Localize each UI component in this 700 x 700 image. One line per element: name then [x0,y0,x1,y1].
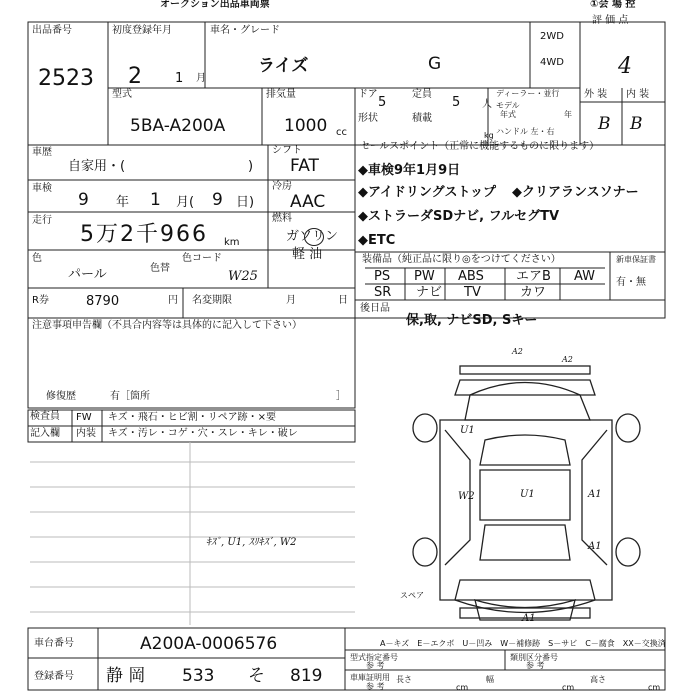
mileage-value: 5万2千966 [80,222,208,247]
mark-front-a2: A2 [512,347,523,356]
plate-pref: 静 岡 [106,666,146,686]
lot-number: 2523 [38,66,94,91]
warranty-label: 新車保証書 [616,255,656,264]
spare-label: スペア [400,591,424,600]
inspector-label-1: 検査員 [30,411,60,422]
first-reg-month-unit: 月 [196,73,206,84]
model-code-label: 型式 [112,89,132,100]
mileage-unit: km [224,237,240,248]
model-year-label2: 年式 [500,110,516,119]
exterior-grade: B [598,114,611,134]
warranty-value: 有・無 [616,277,646,288]
inspection-month: 1 [150,190,161,210]
equip-aw: AW [574,269,596,284]
recycle-label: R券 [32,295,49,306]
category-label: 類別区分番号 [510,653,558,662]
capacity-unit: 人 [482,99,492,110]
sales-point-3: ◆クリアランスソナー [512,185,639,200]
displacement-label: 排気量 [266,89,296,100]
first-reg-month: 1 [175,71,184,86]
plate-number: 819 [290,666,323,686]
sales-point-4: ◆ストラーダSDナビ, フルセグTV [358,209,560,224]
width-unit: cm [562,683,575,692]
color-code: W25 [228,269,258,284]
inspector-int: 内装 [76,428,96,439]
first-reg-year: 2 [128,64,142,89]
inspector-fw: FW [76,412,92,423]
length-unit: cm [456,683,469,692]
name-change-day: 日 [338,295,348,306]
garage-cert-ref: 参 考 [366,682,385,691]
fuel-gasoline: ガソリン [286,229,339,244]
sales-point-2: ◆アイドリングストップ [358,185,497,200]
model-code: 5BA-A200A [130,116,226,136]
recycle-value: 8790 [86,294,120,309]
chassis-number: A200A-0006576 [140,634,278,654]
inspector-int-text: キズ・汚レ・コゲ・穴・スレ・キレ・破レ [108,428,298,439]
name-change-label: 名変期限 [192,295,232,306]
lot-label: 出品番号 [32,25,72,36]
mark-left-u1: U1 [460,425,475,436]
mileage-label: 走行 [32,215,52,226]
mark-left-w2: W2 [458,491,475,502]
color-change-label: 色替 [150,263,170,274]
height-unit: cm [648,683,661,692]
damage-legend: A－キズ E－エクボ U－凹み W－補修跡 S－サビ C－腐食 XX－交換済 [380,639,666,648]
inspection-label: 車検 [32,183,52,194]
inspection-year: 9 [78,190,89,210]
color-code-label: 色コード [182,253,222,264]
doors-value: 5 [378,95,387,110]
equip-airbag: エアB [516,269,551,284]
equipment-label: 装備品（純正品に限り◎をつけてください） [362,254,561,265]
car-name-label: 車名・グレード [210,25,280,36]
mark-front-a2b: A2 [562,355,573,364]
repair-value: 有［箇所 [110,391,150,402]
car-model: ライズ [258,56,309,76]
mark-roof-u1: U1 [520,489,535,500]
category-ref: 参 考 [526,661,545,670]
dealer-label: ディーラー・並行 [496,89,560,98]
notes-label: 注意事項申告欄（不具合内容等は具体的に記入して下さい） [32,320,302,331]
name-change-month: 月 [286,295,296,306]
history-close: ) [248,159,254,174]
plate-label: 登録番号 [34,671,74,682]
fuel-label: 燃料 [272,213,292,224]
equip-abs: ABS [458,269,484,284]
shift-label: シフト [272,145,302,156]
spec-number-label: 型式指定番号 [350,653,398,662]
model-year-unit: 年 [564,110,572,119]
fuel-diesel: 軽 油 [292,247,323,262]
mark-right-a1b: A1 [588,541,602,552]
sales-point-1: ◆車検9年1月9日 [358,163,461,178]
mark-rear-a1: A1 [522,613,536,624]
inspection-month-unit: 月( [176,195,195,210]
color-label: 色 [32,253,42,264]
inspector-handnote: ｷｽﾞ, U1, ｽﾘｷｽﾞ, W2 [206,537,297,548]
mark-right-a1: A1 [588,489,602,500]
height-label: 高さ [590,675,606,684]
capacity-label: 定員 [412,89,432,100]
plate-kana: そ [248,666,265,686]
rating-label: 評 価 点 [592,15,629,26]
load-unit: kg [484,131,494,140]
garage-cert-label: 車庫証明用 [350,673,390,682]
inspector-label-2: 記入欄 [30,428,60,439]
sales-label: セールスポイント（正常に機能するものに限ります） [360,141,600,152]
inspector-fw-text: キズ・飛石・ヒビ割・リペア跡・×要 [108,412,276,423]
rear-items-value: 保,取, ナビSD, Sキー [406,313,538,328]
inspection-day-unit: 日) [236,195,255,210]
doors-label: ドア [358,89,378,100]
displacement-unit: cc [336,127,347,138]
displacement-value: 1000 [284,116,328,136]
aircon-value: AAC [290,192,326,212]
load-label: 積載 [412,113,432,124]
drive-4wd: 4WD [540,57,564,68]
width-label: 幅 [486,675,494,684]
history-label: 車歴 [32,147,52,158]
drive-2wd: 2WD [540,31,564,42]
equip-leather: カワ [520,285,547,300]
sales-point-5: ◆ETC [358,233,396,248]
interior-label: 内 装 [626,89,650,100]
history-value: 自家用・( [68,159,126,174]
equip-pw: PW [414,269,435,284]
rear-items-label: 後日品 [360,303,390,314]
spec-ref: 参 考 [366,661,385,670]
shift-value: FAT [290,156,319,176]
rating-score: 4 [618,54,632,79]
equip-navi: ナビ [416,285,443,300]
form-title: オークション出品車両票 [160,0,270,10]
repair-label: 修復歴 [46,391,76,402]
equip-ps: PS [374,269,391,284]
length-label: 長さ [396,675,412,684]
fuel-circle [304,228,324,246]
handle-label: ハンドル 左・右 [496,127,555,136]
aircon-label: 冷房 [272,181,292,192]
inspection-day: 9 [212,190,223,210]
repair-close: ］ [336,391,346,402]
venue-copy-label: ①会 場 控 [590,0,636,10]
first-reg-label: 初度登録年月 [112,25,172,36]
shape-label: 形状 [358,113,378,124]
plate-class: 533 [182,666,215,686]
color-value: パール [68,267,107,282]
interior-grade: B [630,114,643,134]
chassis-label: 車台番号 [34,638,74,649]
inspection-year-unit: 年 [116,195,130,210]
capacity-value: 5 [452,95,461,110]
equip-tv: TV [464,285,481,300]
equip-sr: SR [374,285,392,300]
model-year-label1: モデル [496,101,520,110]
recycle-unit: 円 [168,295,178,306]
exterior-label: 外 装 [584,89,608,100]
car-grade: G [428,54,442,74]
